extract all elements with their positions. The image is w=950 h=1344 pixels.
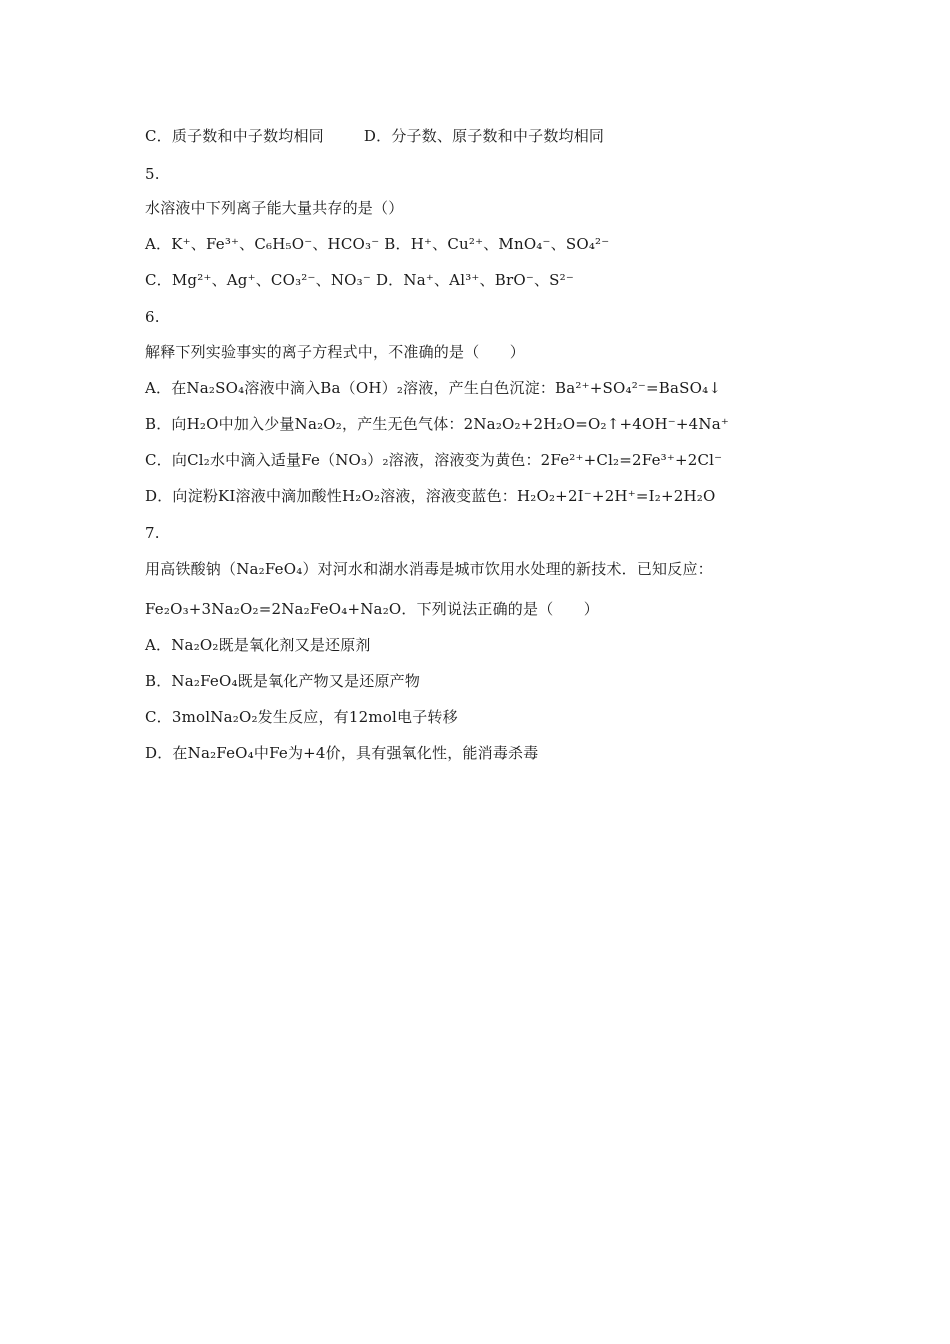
q7-option-a: A．Na₂O₂既是氧化剂又是还原剂 (145, 636, 371, 654)
q5-option-ab: A．K⁺、Fe³⁺、C₆H₅O⁻、HCO₃⁻ B．H⁺、Cu²⁺、MnO₄⁻、SO₄²⁻ (145, 235, 610, 253)
q7-option-c: C．3molNa₂O₂发生反应，有12mol电子转移 (145, 708, 458, 726)
q5-number: 5. (145, 165, 160, 183)
q6-option-c: C．向Cl₂水中滴入适量Fe（NO₃）₂溶液，溶液变为黄色：2Fe²⁺+Cl₂=2Fe³⁺+2Cl⁻ (145, 451, 723, 469)
q7-option-b: B．Na₂FeO₄既是氧化产物又是还原产物 (145, 672, 421, 690)
q7-option-d: D．在Na₂FeO₄中Fe为+4价，具有强氧化性，能消毒杀毒 (145, 744, 539, 762)
q4-option-d: D．分子数、原子数和中子数均相同 (363, 127, 605, 145)
q6-option-d: D．向淀粉KI溶液中滴加酸性H₂O₂溶液，溶液变蓝色：H₂O₂+2I⁻+2H⁺=I₂+2H₂O (145, 487, 716, 505)
q4-option-c: C．质子数和中子数均相同 (145, 127, 324, 145)
q6-number: 6. (145, 308, 160, 326)
q6-option-a: A．在Na₂SO₄溶液中滴入Ba（OH）₂溶液，产生白色沉淀：Ba²⁺+SO₄²⁻=BaSO₄↓ (145, 379, 722, 397)
q6-option-b: B．向H₂O中加入少量Na₂O₂，产生无色气体：2Na₂O₂+2H₂O=O₂↑+4OH⁻+4Na⁺ (145, 415, 729, 433)
q7-stem-line2: Fe₂O₃+3Na₂O₂=2Na₂FeO₄+Na₂O．下列说法正确的是（ ） (145, 600, 600, 618)
q5-stem: 水溶液中下列离子能大量共存的是（） (145, 199, 404, 217)
q7-number: 7. (145, 524, 160, 542)
q7-stem-line1: 用高铁酸钠（Na₂FeO₄）对河水和湖水消毒是城市饮用水处理的新技术．已知反应： (145, 560, 713, 578)
q6-stem: 解释下列实验事实的离子方程式中，不准确的是（ ） (145, 343, 526, 361)
q5-option-cd: C．Mg²⁺、Ag⁺、CO₃²⁻、NO₃⁻ D．Na⁺、Al³⁺、BrO⁻、S²⁻ (145, 271, 574, 289)
q4-options-cd (145, 126, 604, 146)
